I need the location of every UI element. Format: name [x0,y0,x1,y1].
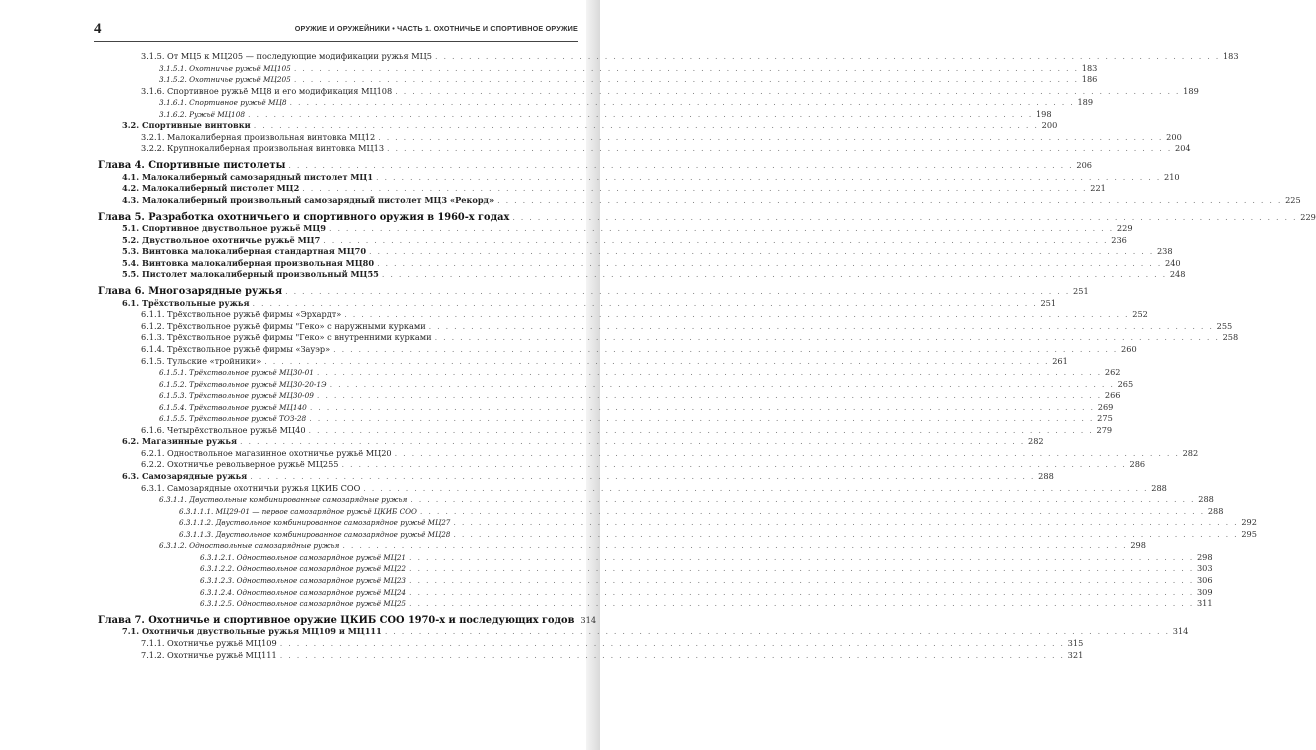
toc-leader-dots: . . . . . . . . . . . . . . . . . . . . . . . . . . . . . . . . . . . . . . . . . . . . . . . . . . . . . . . . . . . . . . . . . . . . . . . . . . . . . . . . . . . . . . . . . . . . . [409,564,1194,574]
toc-leader-dots: . . . . . . . . . . . . . . . . . . . . . . . . . . . . . . . . . . . . . . . . . . . . . . . . . . . . . . . . . . . . . . . . . . . . . . . . . . . . . . . . . . . . . . . . . . . . . [409,587,1194,597]
toc-page-number: 236 [1111,234,1127,245]
toc-leader-dots: . . . . . . . . . . . . . . . . . . . . . . . . . . . . . . . . . . . . . . . . . . . . . . . . . . . . . . . . . . . . . . . . . . . . . . . . . . . . . . . . . . . . . . . . . . . . . [387,144,1172,154]
toc-entry-title: 6.1.5.5. Трёхствольное ружьё ТОЗ-28 [159,414,307,424]
toc-page-number: 265 [1117,378,1134,389]
toc-page-number: 210 [1164,171,1180,182]
toc-page-number: 321 [1067,649,1084,660]
toc-entry [122,120,1058,132]
toc-leader-dots: . . . . . . . . . . . . . . . . . . . . . . . . . . . . . . . . . . . . . . . . . . . . . . . . . . . . . . . . . . . . . . . . . . . . . . . . . . . . . . . . . . . . . . . . . . . . . [497,195,1283,205]
toc-page-number: 314 [1172,626,1189,637]
toc-page-number: 279 [1096,424,1113,435]
toc-leader-dots: . . . . . . . . . . . . . . . . . . . . . . . . . . . . . . . . . . . . . . . . . . . . . . . . . . . . . . . . . . . . . . . . . . . . . . . . . . . . . . . . . . . . . . . . . . . . . [409,575,1194,585]
toc-leader-dots: . . . . . . . . . . . . . . . . . . . . . . . . . . . . . . . . . . . . . . . . . . . . . . . . . . . . . . . . . . . . . . . . . . . . . . . . . . . . . . . . . . . . . . . . . . . . . [279,650,1065,660]
toc-leader-dots: . . . . . . . . . . . . . . . . . . . . . . . . . . . . . . . . . . . . . . . . . . . . . . . . . . . . . . . . . . . . . . . . . . . . . . . . . . . . . . . . . . . . . . . . . . . . . [316,368,1102,378]
toc-entry [200,551,1213,564]
toc-page-number: 198 [1035,108,1052,119]
page-header [70,21,578,37]
toc-leader-dots: . . . . . . . . . . . . . . . . . . . . . . . . . . . . . . . . . . . . . . . . . . . . . . . . . . . . . . . . . . . . . . . . . . . . . . . . . . . . . . . . . . . . . . . . . . . . . [376,172,1161,182]
toc-page-number: 282 [1182,447,1199,458]
toc-entry-title: 6.3.1.2.5. Одноствольное самозарядное ружьё МЦ25 [200,599,407,609]
toc-entry-title: 3.2.1. Малокалиберная произвольная винтовка МЦ12 [141,131,376,142]
toc-page-number: 261 [1052,355,1068,366]
toc-leader-dots: . . . . . . . . . . . . . . . . . . . . . . . . . . . . . . . . . . . . . . . . . . . . . . . . . . . . . . . . . . . . . . . . . . . . . . . . . . . . . . . . . . . . . . . . . . . . . [323,235,1109,245]
toc-entry [141,482,1167,495]
toc-entry-title: 6.3.1.1. Двуствольные комбинированные самозарядные ружья [159,495,408,505]
toc-entry-title: 6.3.1.2.4. Одноствольное самозарядное ружьё МЦ24 [200,587,407,597]
toc-entry-title: Глава 4. Спортивные пистолеты [98,160,286,172]
toc-page-number: 286 [1129,459,1146,470]
toc-entry-title: 3.1.5.1. Охотничье ружьё МЦ105 [159,63,291,73]
toc-leader-dots: . . . . . . . . . . . . . . . . . . . . . . . . . . . . . . . . . . . . . . . . . . . . . . . . . . . . . . . . . . . . . . . . . . . . . . . . . . . . . . . . . . . . . . . . . . . . . [328,224,1114,234]
toc-entry [141,344,1137,356]
toc-leader-dots: . . . . . . . . . . . . . . . . . . . . . . . . . . . . . . . . . . . . . . . . . . . . . . . . . . . . . . . . . . . . . . . . . . . . . . . . . . . . . . . . . . . . . . . . . . . . . [381,270,1167,280]
toc-entry [159,74,1098,86]
toc-entry [159,378,1134,391]
toc-page-number: 266 [1104,390,1121,401]
toc-leader-dots: . . . . . . . . . . . . . . . . . . . . . . . . . . . . . . . . . . . . . . . . . . . . . . . . . . . . . . . . . . . . . . . . . . . . . . . . . . . . . . . . . . . . . . . . . . . . . [308,425,1094,435]
toc-entry [122,269,1186,281]
toc-leader-dots: . . . . . . . . . . . . . . . . . . . . . . . . . . . . . . . . . . . . . . . . . . . . . . . . . . . . . . . . . . . . . . . . . . . . . . . . . . . . . . . . . . . . . . . . . . . . . [512,212,1298,222]
toc-page-number: 298 [1130,540,1146,551]
toc-entry-title: 3.1.6. Спортивное ружьё МЦ8 и его модификация МЦ108 [141,85,393,96]
toc-leader-dots: . . . . . . . . . . . . . . . . . . . . . . . . . . . . . . . . . . . . . . . . . . . . . . . . . . . . . . . . . . . . . . . . . . . . . . . . . . . . . . . . . . . . . . . . . . . . . [293,63,1079,73]
toc-entry [141,143,1191,155]
toc-leader-dots: . . . . . . . . . . . . . . . . . . . . . . . . . . . . . . . . . . . . . . . . . . . . . . . . . . . . . . . . . . . . . . . . . . . . . . . . . . . . . . . . . . . . . . . . . . . . . [316,391,1102,401]
toc-entry-title: 6.1. Трёхствольные ружья [122,297,250,308]
toc-leader-dots: . . . . . . . . . . . . . . . . . . . . . . . . . . . . . . . . . . . . . . . . . . . . . . . . . . . . . . . . . . . . . . . . . . . . . . . . . . . . . . . . . . . . . . . . . . . . . [247,109,1033,119]
toc-page-number: 251 [1073,286,1089,297]
toc-page-number: 183 [1081,62,1098,73]
toc-leader-dots: . . . . . . . . . . . . . . . . . . . . . . . . . . . . . . . . . . . . . . . . . . . . . . . . . . . . . . . . . . . . . . . . . . . . . . . . . . . . . . . . . . . . . . . . . . . . . [453,518,1239,528]
toc-entry-title: 6.3.1.1.1. МЦ29-01 — первое самозарядное ружьё ЦКИБ СОО [179,506,417,516]
toc-leader-dots: . . . . . . . . . . . . . . . . . . . . . . . . . . . . . . . . . . . . . . . . . . . . . . . . . . . . . . . . . . . . . . . . . . . . . . . . . . . . . . . . . . . . . . . . . . . . . [309,414,1095,424]
toc-leader-dots: . . . . . . . . . . . . . . . . . . . . . . . . . . . . . . . . . . . . . . . . . . . . . . . . . . . . . . . . . . . . . . . . . . . . . . . . . . . . . . . . . . . . . . . . . . . . . [309,402,1095,412]
toc-leader-dots: . . . . . . . . . . . . . . . . . . . . . . . . . . . . . . . . . . . . . . . . . . . . . . . . . . . . . . . . . . . . . . . . . . . . . . . . . . . . . . . . . . . . . . . . . . . . . [250,472,1036,482]
toc-entry-title: 6.1.1. Трёхствольное ружьё фирмы «Эрхардт» [141,309,342,320]
toc-entry [122,171,1180,184]
toc-entry [141,424,1113,437]
toc-entry-title: Глава 7. Охотничье и спортивное оружие ЦКИБ СОО 1970-х и последующих годов [98,614,575,626]
toc-entry [141,637,1084,650]
toc-leader-dots: . . . . . . . . . . . . . . . . . . . . . . . . . . . . . . . . . . . . . . . . . . . . . . . . . . . . . . . . . . . . . . . . . . . . . . . . . . . . . . . . . . . . . . . . . . . . . [279,638,1065,648]
toc-entry [141,649,1084,662]
toc-leader-dots: . . . . . . . . . . . . . . . . . . . . . . . . . . . . . . . . . . . . . . . . . . . . . . . . . . . . . . . . . . . . . . . . . . . . . . . . . . . . . . . . . . . . . . . . . . . . . [288,161,1074,171]
toc-page-number: 288 [1198,494,1214,505]
toc-page-number: 314 [580,614,597,625]
toc-page-number: 309 [1196,586,1213,597]
toc-leader-dots: . . . . . . . . . . . . . . . . . . . . . . . . . . . . . . . . . . . . . . . . . . . . . . . . . . . . . . . . . . . . . . . . . . . . . . . . . . . . . . . . . . . . . . . . . . . . . [409,552,1194,562]
toc-entry [122,297,1057,310]
toc-entry-title: 6.3.1.1.3. Двуствольное комбинированное самозарядное ружьё МЦ28 [179,529,451,539]
toc-leader-dots: . . . . . . . . . . . . . . . . . . . . . . . . . . . . . . . . . . . . . . . . . . . . . . . . . . . . . . . . . . . . . . . . . . . . . . . . . . . . . . . . . . . . . . . . . . . . . [428,321,1214,331]
toc-page-number: 221 [1090,183,1106,194]
toc-page-number: 252 [1132,309,1148,320]
toc-page-number: 282 [1027,436,1044,447]
toc-page-number: 189 [1183,85,1199,96]
toc-chapter-entry [98,286,1089,298]
toc-leader-dots: . . . . . . . . . . . . . . . . . . . . . . . . . . . . . . . . . . . . . . . . . . . . . . . . . . . . . . . . . . . . . . . . . . . . . . . . . . . . . . . . . . . . . . . . . . . . . [341,460,1127,470]
toc-leader-dots: . . . . . . . . . . . . . . . . . . . . . . . . . . . . . . . . . . . . . . . . . . . . . . . . . . . . . . . . . . . . . . . . . . . . . . . . . . . . . . . . . . . . . . . . . . . . . [434,333,1220,343]
toc-entry-title: 4.1. Малокалиберный самозарядный пистолет МЦ1 [122,171,374,182]
toc-page-number: 260 [1121,344,1137,355]
table-of-contents [0,51,1316,661]
toc-leader-dots: . . . . . . . . . . . . . . . . . . . . . . . . . . . . . . . . . . . . . . . . . . . . . . . . . . . . . . . . . . . . . . . . . . . . . . . . . . . . . . . . . . . . . . . . . . . . . [453,529,1239,539]
toc-entry-title: 3.1.5.2. Охотничье ружьё МЦ205 [159,75,291,85]
toc-page-number: 183 [1222,51,1239,61]
toc-entry-title: 6.1.3. Трёхствольное ружьё фирмы "Геко» с внутренними курками [141,332,432,343]
toc-entry [200,563,1213,575]
toc-entry-title: 6.1.2. Трёхствольное ружьё фирмы "Геко» с наружными курками [141,320,426,331]
toc-leader-dots: . . . . . . . . . . . . . . . . . . . . . . . . . . . . . . . . . . . . . . . . . . . . . . . . . . . . . . . . . . . . . . . . . . . . . . . . . . . . . . . . . . . . . . . . . . . . . [395,86,1181,96]
toc-entry-title: 6.3.1.2.2. Одноствольное самозарядное ружьё МЦ22 [200,564,407,574]
toc-entry [159,540,1146,552]
toc-entry-title: 6.2.1. Одноствольное магазинное охотничье ружьё МЦ20 [141,447,392,458]
toc-leader-dots: . . . . . . . . . . . . . . . . . . . . . . . . . . . . . . . . . . . . . . . . . . . . . . . . . . . . . . . . . . . . . . . . . . . . . . . . . . . . . . . . . . . . . . . . . . . . . [409,599,1194,609]
toc-entry [141,51,1239,63]
toc-entry [122,471,1054,483]
toc-entry [159,494,1214,506]
toc-entry-title: 7.1.1. Охотничье ружьё МЦ109 [141,637,277,648]
toc-entry [141,332,1239,344]
toc-leader-dots: . . . . . . . . . . . . . . . . . . . . . . . . . . . . . . . . . . . . . . . . . . . . . . . . . . . . . . . . . . . . . . . . . . . . . . . . . . . . . . . . . . . . . . . . . . . . . [302,184,1088,194]
toc-page-number: 269 [1097,401,1114,412]
toc-entry-title: Глава 6. Многозарядные ружья [98,286,283,298]
toc-leader-dots: . . . . . . . . . . . . . . . . . . . . . . . . . . . . . . . . . . . . . . . . . . . . . . . . . . . . . . . . . . . . . . . . . . . . . . . . . . . . . . . . . . . . . . . . . . . . . [419,506,1205,516]
toc-entry [159,390,1121,402]
toc-entry-title: 3.1.5. От МЦ5 к МЦ205 — последующие модификации ружья МЦ5 [141,51,432,61]
toc-leader-dots: . . . . . . . . . . . . . . . . . . . . . . . . . . . . . . . . . . . . . . . . . . . . . . . . . . . . . . . . . . . . . . . . . . . . . . . . . . . . . . . . . . . . . . . . . . . . . [253,121,1039,131]
toc-page-number: 229 [1300,211,1316,222]
toc-entry-title: 5.3. Винтовка малокалиберная стандартная МЦ70 [122,246,367,257]
toc-entry-title: 6.1.5.3. Трёхствольное ружьё МЦ30-09 [159,391,314,401]
toc-page-number: 298 [1196,551,1213,562]
toc-page-number: 240 [1165,257,1181,268]
toc-entry-title: 6.3.1.2. Одноствольные самозарядные ружья [159,541,340,551]
toc-entry [141,447,1199,460]
toc-entry-title: 6.3.1.1.2. Двуствольное комбинированное самозарядное ружьё МЦ27 [179,518,451,528]
toc-leader-dots: . . . . . . . . . . . . . . . . . . . . . . . . . . . . . . . . . . . . . . . . . . . . . . . . . . . . . . . . . . . . . . . . . . . . . . . . . . . . . . . . . . . . . . . . . . . . . [435,52,1220,61]
toc-entry [141,320,1233,333]
toc-entry-title: Глава 5. Разработка охотничьего и спортивного оружия в 1960-х годах [98,211,510,223]
toc-entry-title: 6.2. Магазинные ружья [122,436,238,447]
toc-entry-title: 6.3. Самозарядные ружья [122,471,248,482]
toc-entry [179,505,1224,518]
toc-entry [141,459,1146,471]
toc-page-number: 200 [1041,120,1058,131]
toc-entry-title: 6.1.6. Четырёхствольное ружьё МЦ40 [141,424,306,435]
toc-entry [141,131,1182,144]
toc-entry [122,436,1044,448]
toc-entry [122,194,1301,207]
toc-page-number: 275 [1097,413,1113,424]
toc-entry [141,85,1199,98]
toc-page-number: 303 [1196,563,1213,574]
toc-entry [200,586,1213,599]
toc-leader-dots: . . . . . . . . . . . . . . . . . . . . . . . . . . . . . . . . . . . . . . . . . . . . . . . . . . . . . . . . . . . . . . . . . . . . . . . . . . . . . . . . . . . . . . . . . . . . . [285,287,1071,297]
toc-chapter-entry [98,211,1316,224]
toc-entry-title: 6.3.1. Самозарядные охотничьи ружья ЦКИБ СОО [141,482,361,493]
toc-entry-title: 6.2.2. Охотничье револьверное ружьё МЦ255 [141,459,339,470]
toc-entry-title: 5.5. Пистолет малокалиберный произвольный МЦ55 [122,269,379,280]
toc-leader-dots: . . . . . . . . . . . . . . . . . . . . . . . . . . . . . . . . . . . . . . . . . . . . . . . . . . . . . . . . . . . . . . . . . . . . . . . . . . . . . . . . . . . . . . . . . . . . . [394,448,1180,458]
toc-entry [179,528,1257,541]
page-number: 4 [94,21,102,37]
toc-entry [159,413,1113,425]
toc-leader-dots: . . . . . . . . . . . . . . . . . . . . . . . . . . . . . . . . . . . . . . . . . . . . . . . . . . . . . . . . . . . . . . . . . . . . . . . . . . . . . . . . . . . . . . . . . . . . . [344,310,1130,320]
toc-page-number: 295 [1241,528,1257,539]
toc-entry [179,517,1257,529]
toc-leader-dots: . . . . . . . . . . . . . . . . . . . . . . . . . . . . . . . . . . . . . . . . . . . . . . . . . . . . . . . . . . . . . . . . . . . . . . . . . . . . . . . . . . . . . . . . . . . . . [293,75,1079,85]
toc-page-number: 258 [1222,332,1239,343]
toc-page-number: 248 [1169,269,1186,280]
toc-entry [200,598,1213,610]
toc-chapter-entry [98,160,1092,172]
toc-page-number: 255 [1216,320,1233,331]
toc-leader-dots: . . . . . . . . . . . . . . . . . . . . . . . . . . . . . . . . . . . . . . . . . . . . . . . . . . . . . . . . . . . . . . . . . . . . . . . . . . . . . . . . . . . . . . . . . . . . . [333,345,1119,355]
toc-entry-title: 3.2. Спортивные винтовки [122,120,251,131]
toc-entry-title: 6.3.1.2.1. Одноствольное самозарядное ружьё МЦ21 [200,552,407,562]
toc-entry-title: 3.2.2. Крупнокалиберная произвольная винтовка МЦ13 [141,143,385,154]
toc-entry [141,355,1068,368]
toc-entry-title: 5.1. Спортивное двуствольное ружьё МЦ9 [122,223,326,234]
toc-leader-dots: . . . . . . . . . . . . . . . . . . . . . . . . . . . . . . . . . . . . . . . . . . . . . . . . . . . . . . . . . . . . . . . . . . . . . . . . . . . . . . . . . . . . . . . . . . . . . [342,541,1128,551]
toc-entry-title: 5.2. Двуствольное охотничье ружьё МЦ7 [122,234,321,245]
toc-page-number: 306 [1196,574,1213,585]
toc-entry [141,309,1148,321]
toc-entry-title: 3.1.6.2. Ружьё МЦ108 [159,109,245,119]
toc-entry-title: 4.2. Малокалиберный пистолет МЦ2 [122,183,300,194]
toc-entry-title: 6.1.5. Тульские «тройники» [141,355,262,366]
toc-page-number: 251 [1040,297,1057,308]
toc-leader-dots: . . . . . . . . . . . . . . . . . . . . . . . . . . . . . . . . . . . . . . . . . . . . . . . . . . . . . . . . . . . . . . . . . . . . . . . . . . . . . . . . . . . . . . . . . . . . . [369,247,1154,257]
toc-page-number: 189 [1077,97,1094,108]
toc-leader-dots: . . . . . . . . . . . . . . . . . . . . . . . . . . . . . . . . . . . . . . . . . . . . . . . . . . . . . . . . . . . . . . . . . . . . . . . . . . . . . . . . . . . . . . . . . . . . . [329,379,1115,389]
toc-leader-dots: . . . . . . . . . . . . . . . . . . . . . . . . . . . . . . . . . . . . . . . . . . . . . . . . . . . . . . . . . . . . . . . . . . . . . . . . . . . . . . . . . . . . . . . . . . . . . [264,356,1050,366]
toc-leader-dots: . . . . . . . . . . . . . . . . . . . . . . . . . . . . . . . . . . . . . . . . . . . . . . . . . . . . . . . . . . . . . . . . . . . . . . . . . . . . . . . . . . . . . . . . . . . . . [410,495,1196,505]
toc-entry-title: 7.1.2. Охотничье ружьё МЦ111 [141,649,277,660]
toc-page-number: 288 [1207,505,1224,516]
toc-page-number: 288 [1151,482,1167,493]
toc-leader-dots: . . . . . . . . . . . . . . . . . . . . . . . . . . . . . . . . . . . . . . . . . . . . . . . . . . . . . . . . . . . . . . . . . . . . . . . . . . . . . . . . . . . . . . . . . . . . . [378,132,1164,142]
toc-entry-title: 4.3. Малокалиберный произвольный самозарядный пистолет МЦ3 «Рекорд» [122,194,495,205]
toc-page-number: 206 [1076,160,1092,171]
toc-page-number: 225 [1285,194,1301,205]
toc-entry-title: 6.1.5.4. Трёхствольное ружьё МЦ140 [159,402,307,412]
toc-entry-title: 6.1.5.2. Трёхствольное ружьё МЦ30-20-1Э [159,379,327,389]
toc-page-number: 229 [1116,223,1133,234]
toc-page-number: 288 [1038,471,1054,482]
toc-entry [122,183,1106,195]
toc-page-number: 200 [1166,131,1182,142]
toc-page-number: 292 [1241,517,1257,528]
toc-leader-dots: . . . . . . . . . . . . . . . . . . . . . . . . . . . . . . . . . . . . . . . . . . . . . . . . . . . . . . . . . . . . . . . . . . . . . . . . . . . . . . . . . . . . . . . . . . . . . [240,437,1025,447]
toc-page-number: 311 [1196,598,1213,609]
toc-page-number: 262 [1104,367,1121,378]
toc-entry [122,626,1189,638]
toc-entry-title: 5.4. Винтовка малокалиберная произвольная МЦ80 [122,257,375,268]
toc-entry [200,574,1213,587]
toc-chapter-entry [98,614,597,627]
toc-page-number: 238 [1156,246,1173,257]
toc-entry-title: 6.1.5.1. Трёхствольное ружьё МЦ30-01 [159,368,314,378]
toc-page-number: 315 [1067,637,1084,648]
toc-entry [159,108,1052,121]
toc-leader-dots: . . . . . . . . . . . . . . . . . . . . . . . . . . . . . . . . . . . . . . . . . . . . . . . . . . . . . . . . . . . . . . . . . . . . . . . . . . . . . . . . . . . . . . . . . . . . . [384,627,1170,637]
toc-entry [122,246,1173,258]
running-title: ОРУЖИЕ И ОРУЖЕЙНИКИ • ЧАСТЬ 1. ОХОТНИЧЬЕ И СПОРТИВНОЕ ОРУЖИЕ [294,24,578,33]
toc-page-number: 204 [1175,143,1191,154]
header-rule [94,41,578,42]
toc-leader-dots: . . . . . . . . . . . . . . . . . . . . . . . . . . . . . . . . . . . . . . . . . . . . . . . . . . . . . . . . . . . . . . . . . . . . . . . . . . . . . . . . . . . . . . . . . . . . . [289,98,1075,108]
toc-entry [122,257,1181,270]
toc-leader-dots: . . . . . . . . . . . . . . . . . . . . . . . . . . . . . . . . . . . . . . . . . . . . . . . . . . . . . . . . . . . . . . . . . . . . . . . . . . . . . . . . . . . . . . . . . . . . . [363,483,1149,493]
toc-entry-title: 3.1.6.1. Спортивное ружьё МЦ8 [159,98,287,108]
toc-entry [122,234,1127,247]
toc-entry [159,401,1114,414]
toc-entry-title: 6.3.1.2.3. Одноствольное самозарядное ружьё МЦ23 [200,575,407,585]
toc-entry [159,62,1098,75]
toc-leader-dots: . . . . . . . . . . . . . . . . . . . . . . . . . . . . . . . . . . . . . . . . . . . . . . . . . . . . . . . . . . . . . . . . . . . . . . . . . . . . . . . . . . . . . . . . . . . . . [377,258,1163,268]
toc-entry-title: 7.1. Охотничьи двуствольные ружья МЦ109 и МЦ111 [122,626,382,637]
toc-entry [122,223,1133,235]
toc-entry [159,367,1121,379]
toc-entry [159,97,1094,109]
toc-page-number: 186 [1081,74,1098,85]
toc-leader-dots: . . . . . . . . . . . . . . . . . . . . . . . . . . . . . . . . . . . . . . . . . . . . . . . . . . . . . . . . . . . . . . . . . . . . . . . . . . . . . . . . . . . . . . . . . . . . . [252,298,1038,308]
toc-entry-title: 6.1.4. Трёхствольное ружьё фирмы «Зауэр» [141,344,331,355]
